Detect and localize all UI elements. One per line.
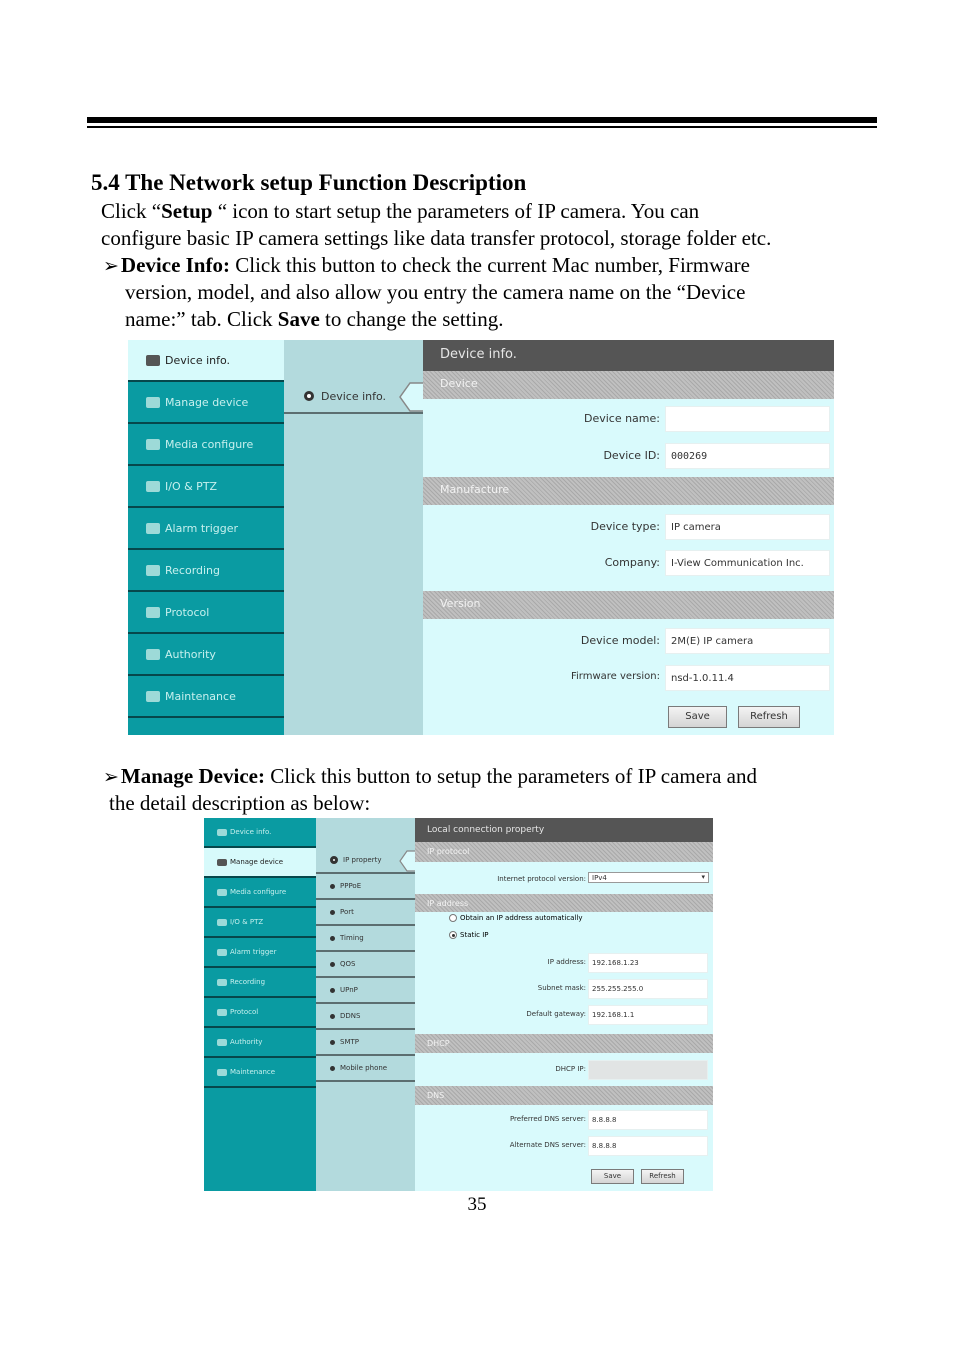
row-device-id (423, 436, 834, 473)
bullet-device-info-line3 (125, 306, 504, 333)
row-dhcp-ip (415, 1053, 713, 1086)
sidebar-item-protocol[interactable] (128, 592, 284, 634)
sidebar-item-label: Alarm trigger (165, 521, 239, 535)
row-company (423, 542, 834, 579)
dhcp-ip-label: DHCP IP: (555, 1065, 586, 1073)
manage-device-screenshot (204, 818, 713, 1191)
sidebar-item-label: Alarm trigger (230, 948, 277, 956)
row-dns-preferred (415, 1105, 713, 1131)
device-type-label: Device type: (590, 520, 660, 533)
firmware-field: nsd-1.0.11.4 (665, 665, 830, 691)
sidebar-item-device-info[interactable] (204, 818, 316, 848)
dropdown-arrow-icon: ▾ (701, 873, 705, 881)
sidebar-item-maintenance[interactable] (204, 1058, 316, 1088)
section-version: Version (423, 591, 834, 619)
sub-item-label: PPPoE (340, 882, 362, 890)
device-info-screenshot (128, 340, 834, 735)
sub-item-qos[interactable] (316, 952, 415, 978)
bullet-device-info-line2: version, model, and also allow you entry the camera name on the “Device (125, 280, 746, 304)
bullet-arrow-icon: ➢ (103, 767, 119, 788)
selected-dot-icon (330, 856, 338, 864)
sidebar-item-recording[interactable] (204, 968, 316, 998)
section-device: Device (423, 371, 834, 399)
row-firmware (423, 656, 834, 693)
sub-item-ddns[interactable] (316, 1004, 415, 1030)
bullet-text: name:” tab. Click (125, 307, 278, 331)
sub-item-timing[interactable] (316, 926, 415, 952)
dns-alternate-input[interactable]: 8.8.8.8 (588, 1136, 708, 1156)
radio-button[interactable] (449, 931, 457, 939)
bullet-text: Click this button to check the current Mac number, Firmware (229, 253, 750, 277)
dns-preferred-label: Preferred DNS server: (509, 1115, 586, 1123)
radio-button[interactable] (449, 914, 457, 922)
sub-item-ip-property[interactable] (316, 848, 415, 874)
dhcp-ip-field (588, 1060, 708, 1080)
i-o-ptz-icon (217, 919, 227, 926)
intro-line-1 (101, 198, 699, 225)
device-name-input[interactable] (665, 406, 830, 432)
device-type-field: IP camera (665, 514, 830, 540)
device-name-label: Device name: (583, 412, 660, 425)
sidebar-item-label: Media configure (165, 437, 254, 451)
header-rule (87, 117, 877, 123)
bullet-dot-icon (330, 936, 335, 941)
sidebar-item-label: Media configure (230, 888, 287, 896)
sidebar-item-label: Device info. (165, 353, 231, 367)
sub-item-label: UPnP (340, 986, 358, 994)
maintenance-icon (217, 1069, 227, 1076)
bullet-dot-icon (330, 910, 335, 915)
bullet-title: Device Info: (120, 253, 230, 277)
row-ip-address (415, 950, 713, 976)
pointer-arrow-icon (398, 382, 424, 412)
row-dns-alternate (415, 1131, 713, 1157)
sub-menu (316, 818, 415, 1191)
intro-line-2: configure basic IP camera settings like data transfer protocol, storage folder etc. (101, 226, 772, 250)
sidebar-item-protocol[interactable] (204, 998, 316, 1028)
recording-icon (146, 565, 160, 576)
sub-item-label: IP property (343, 856, 382, 864)
company-field: I-View Communication Inc. (665, 550, 830, 576)
bullet-text: Click this button to setup the parameters of IP camera and (264, 764, 757, 788)
i-o-ptz-icon (146, 481, 160, 492)
sub-item-smtp[interactable] (316, 1030, 415, 1056)
setup-keyword: Setup (161, 199, 213, 223)
section-ip-address: IP address (415, 894, 713, 912)
sidebar-item-label: Recording (230, 978, 266, 986)
sidebar-item-label: I/O & PTZ (230, 918, 264, 926)
dns-alternate-label: Alternate DNS server: (509, 1141, 586, 1149)
radio-auto-ip[interactable] (415, 912, 713, 929)
sub-item-label: QOS (340, 960, 356, 968)
radio-label: Static IP (460, 931, 489, 939)
ip-version-value: IPv4 (592, 874, 607, 882)
panel-title: Local connection property (415, 818, 713, 842)
row-default-gateway (415, 1002, 713, 1028)
bullet-manage-device (103, 763, 757, 791)
sidebar-item-label: Authority (230, 1038, 263, 1046)
row-ip-version (415, 862, 713, 894)
sidebar-item-label: Authority (165, 647, 216, 661)
bullet-arrow-icon: ➢ (103, 256, 119, 277)
maintenance-icon (146, 691, 160, 702)
intro-text: Click “ (101, 199, 162, 223)
sub-item-label: Device info. (321, 389, 387, 403)
sidebar-item-authority[interactable] (128, 634, 284, 676)
section-ip-protocol: IP protocol (415, 842, 713, 862)
sub-item-upnp[interactable] (316, 978, 415, 1004)
sidebar-item-maintenance[interactable] (128, 676, 284, 718)
section-heading: 5.4 The Network setup Function Description (91, 170, 527, 195)
device-model-field: 2M(E) IP camera (665, 628, 830, 654)
sidebar-item-label: Manage device (165, 395, 249, 409)
recording-icon (217, 979, 227, 986)
sub-item-label: Mobile phone (340, 1064, 388, 1072)
ip-version-label: Internet protocol version: (497, 875, 586, 883)
sidebar-item-label: Protocol (230, 1008, 259, 1016)
bullet-title: Manage Device: (120, 764, 265, 788)
sub-item-label: Port (340, 908, 354, 916)
sub-item-pppoe[interactable] (316, 874, 415, 900)
sub-item-label: SMTP (340, 1038, 359, 1046)
device-info-icon (217, 829, 227, 836)
section-dhcp: DHCP (415, 1034, 713, 1053)
subnet-mask-label: Subnet mask: (537, 984, 586, 992)
sidebar-item-i-o-ptz[interactable] (204, 908, 316, 938)
radio-label: Obtain an IP address automatically (460, 914, 583, 922)
protocol-icon (146, 607, 160, 618)
alarm-trigger-icon (217, 949, 227, 956)
bullet-dot-icon (330, 1066, 335, 1071)
sidebar-item-media-configure[interactable] (204, 878, 316, 908)
sidebar-item-label: I/O & PTZ (165, 479, 218, 493)
ip-address-label: IP address: (547, 958, 586, 966)
device-model-label: Device model: (580, 634, 660, 647)
save-keyword: Save (277, 307, 320, 331)
save-button[interactable]: Save (591, 1169, 634, 1184)
sidebar-item-authority[interactable] (204, 1028, 316, 1058)
device-id-field: 000269 (665, 443, 830, 469)
device-info-icon (146, 355, 160, 366)
authority-icon (146, 649, 160, 660)
sub-item-label: DDNS (340, 1012, 361, 1020)
ip-address-input[interactable]: 192.168.1.23 (588, 953, 708, 973)
sidebar-item-alarm-trigger[interactable] (128, 508, 284, 550)
radio-static-ip[interactable] (415, 929, 713, 946)
row-device-type (423, 505, 834, 542)
bullet-dot-icon (330, 988, 335, 993)
manage-device-icon (146, 397, 160, 408)
bullet-device-info (103, 252, 750, 280)
bullet-manage-device-line2: the detail description as below: (109, 791, 371, 815)
sidebar-item-alarm-trigger[interactable] (204, 938, 316, 968)
sidebar-item-label: Maintenance (165, 689, 236, 703)
nav-sidebar (128, 340, 284, 735)
refresh-button[interactable]: Refresh (738, 706, 800, 728)
protocol-icon (217, 1009, 227, 1016)
gateway-label: Default gateway: (526, 1010, 586, 1018)
sidebar-item-label: Device info. (230, 828, 272, 836)
sidebar-item-media-configure[interactable] (128, 424, 284, 466)
sub-item-mobile-phone[interactable] (316, 1056, 415, 1082)
sidebar-item-recording[interactable] (128, 550, 284, 592)
sidebar-item-manage-device[interactable] (204, 848, 316, 878)
row-device-model (423, 619, 834, 656)
sidebar-item-manage-device[interactable] (128, 382, 284, 424)
bullet-dot-icon (330, 962, 335, 967)
sidebar-item-label: Protocol (165, 605, 210, 619)
dns-preferred-input[interactable]: 8.8.8.8 (588, 1110, 708, 1130)
bullet-text: to change the setting. (319, 307, 504, 331)
gateway-input[interactable]: 192.168.1.1 (588, 1005, 708, 1025)
manage-device-icon (217, 859, 227, 866)
sub-item-port[interactable] (316, 900, 415, 926)
sub-item-label: Timing (340, 934, 364, 942)
sidebar-item-label: Recording (165, 563, 221, 577)
subnet-mask-input[interactable]: 255.255.255.0 (588, 979, 708, 999)
nav-sidebar (204, 818, 316, 1191)
header-rule-thin (87, 126, 877, 128)
ip-version-select[interactable] (588, 872, 709, 883)
page-number: 35 (467, 1194, 487, 1215)
sidebar-item-device-info[interactable] (128, 340, 284, 382)
device-info-panel (423, 340, 834, 735)
intro-text: “ icon to start setup the parameters of IP camera. You can (212, 199, 700, 223)
panel-title: Device info. (423, 340, 834, 371)
section-manufacture: Manufacture (423, 477, 834, 505)
company-label: Company: (604, 556, 660, 569)
firmware-label: Firmware version: (570, 671, 660, 682)
device-id-label: Device ID: (603, 449, 660, 462)
alarm-trigger-icon (146, 523, 160, 534)
selected-dot-icon (304, 391, 314, 401)
pointer-arrow-icon (398, 850, 416, 872)
row-subnet-mask (415, 976, 713, 1002)
refresh-button[interactable]: Refresh (641, 1169, 684, 1184)
authority-icon (217, 1039, 227, 1046)
media-configure-icon (217, 889, 227, 896)
bullet-dot-icon (330, 1014, 335, 1019)
sub-menu (284, 340, 423, 735)
bullet-dot-icon (330, 1040, 335, 1045)
save-button[interactable]: Save (668, 706, 727, 728)
sidebar-item-label: Maintenance (230, 1068, 276, 1076)
bullet-dot-icon (330, 884, 335, 889)
media-configure-icon (146, 439, 160, 450)
ip-property-panel (415, 818, 713, 1191)
sidebar-item-i-o-ptz[interactable] (128, 466, 284, 508)
sidebar-item-label: Manage device (230, 858, 284, 866)
row-device-name (423, 399, 834, 436)
sub-item-device-info[interactable] (284, 380, 423, 414)
section-dns: DNS (415, 1086, 713, 1105)
